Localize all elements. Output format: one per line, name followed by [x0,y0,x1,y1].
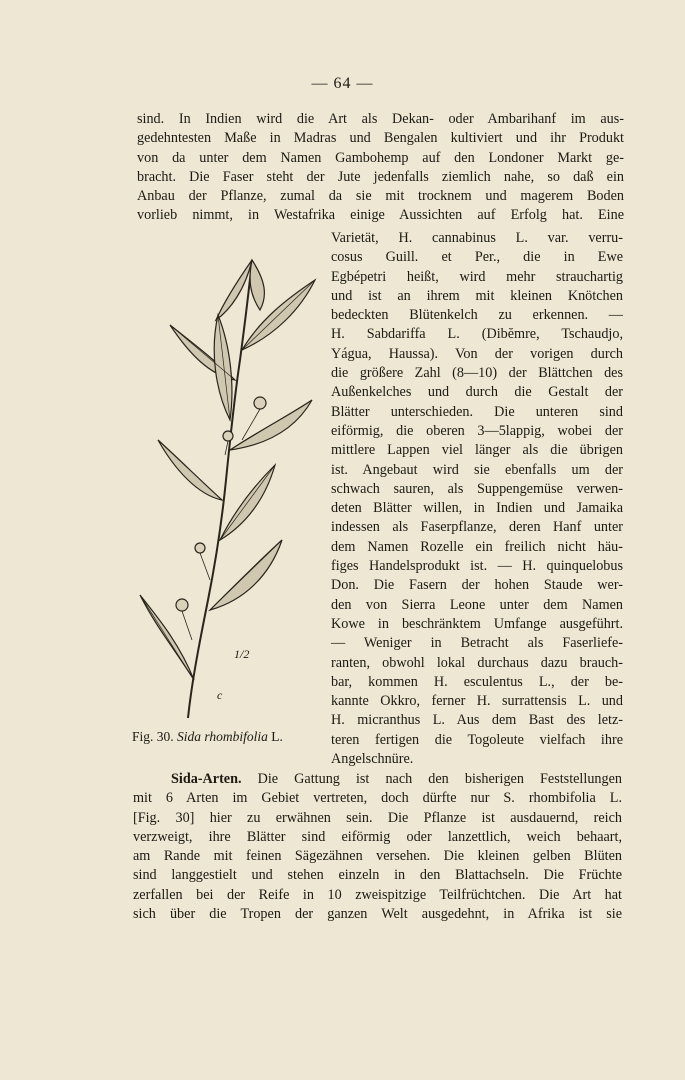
section-head: Sida-Arten. [171,771,242,787]
text-line: die größere Zahl (8—10) der Blättchen des [331,365,623,382]
text-line: eiförmig, die oberen 3—5lappig, wobei der [331,422,623,439]
text-line: kannte Okkro, ferner H. surrattensis L. und [331,693,623,710]
text-line: zerfallen bei der Reife in 10 zweispitzige Teilfrüchtchen. Die Art hat [133,886,622,903]
text-line: [Fig. 30] hier zu erwähnen sein. Die Pflanze ist ausdauernd, reich [133,809,622,826]
text-line: am Rande mit feinen Sägezähnen versehen. Die kleinen gelben Blüten [133,848,622,865]
text-line: bracht. Die Faser steht der Jute jedenfalls ziemlich nahe, so daß ein [137,168,624,185]
figure-number: Fig. 30. [132,729,174,744]
figure-label-c: c [217,688,223,702]
figure-scale-mark: 1/2 [234,647,250,661]
text-line: und ist an ihrem mit kleinen Knötchen [331,287,623,304]
text-line: dem Namen Rozelle ein freilich nicht häu- [331,538,623,555]
text-line: sich über die Tropen der ganzen Welt ausgedehnt, in Afrika ist sie [133,906,622,923]
paragraph-1 [137,110,624,226]
text-line: verzweigt, ihre Blätter sind eiförmig oder lanzettlich, weich behaart, [133,828,622,845]
text-line: Don. Die Fasern der hohen Staude wer- [331,577,623,594]
text-line: teren fertigen die Togoleute vielfach ihre [331,731,623,748]
text-line: cosus Guill. et Per., die in Ewe [331,249,623,266]
text-line: figes Handelsprodukt ist. — H. quinquelobus [331,558,623,575]
text-line: den von Sierra Leone unter dem Namen [331,596,623,613]
figure-species: Sida rhombifolia [177,729,268,744]
text-line: schwach sauren, als Suppengemüse verwen- [331,480,623,497]
text-line: Yágua, Haussa). Von der vorigen durch [331,345,623,362]
text-line: H. Sabdariffa L. (Dibĕmre, Tschaudjo, [331,326,623,343]
text-fragment: Die Gattung ist nach den bisherigen Feststellungen [241,771,622,787]
text-line: — Weniger in Betracht als Faserliefe- [331,635,623,652]
text-line: bar, kommen H. esculentus L., der be- [331,673,623,690]
text-line: H. micranthus L. Aus dem Bast des letz- [331,712,623,729]
plant-illustration [130,240,330,740]
text-line: sind langgestielt und stehen einzeln in den Blattachseln. Die Früchte [133,867,622,884]
text-line: ranten, obwohl lokal durchaus dazu brauch- [331,654,623,671]
text-line: sind. In Indien wird die Art als Dekan- oder Ambarihanf im aus- [137,111,624,127]
text-line: Außenkelches und durch die Gestalt der [331,384,623,401]
text-line: Kowe in beschränktem Umfange ausgeführt. [331,615,623,632]
text-line: indessen als Faserpflanze, deren Hanf unter [331,519,623,536]
text-line: gedehntesten Maße in Madras und Bengalen kultiviert und ihr Produkt [137,130,624,147]
text-line: deten Blätter willen, in Indien und Jamaika [331,500,623,517]
paragraph-3 [133,770,622,924]
text-line: von da unter dem Namen Gambohemp auf den Londoner Markt ge- [137,149,624,166]
text-line: mittlere Lappen viel länger als die übrigen [331,442,623,459]
text-line: Angelschnüre. [331,751,414,768]
figure-author: L. [267,729,283,744]
text-line: bedeckten Blütenkelch zu erkennen. — [331,307,623,324]
text-line: vorlieb nimmt, in Westafrika einige Aussichten auf Erfolg hat. Eine [137,207,624,224]
text-line: ist. Angebaut wird sie ebenfalls um der [331,461,623,478]
figure-caption [132,729,332,745]
text-line: Anbau der Pflanze, zumal da sie mit trocknem und magerem Boden [137,188,624,205]
page-number: — 64 — [311,75,374,92]
text-line: mit 6 Arten im Gebiet vertreten, doch dürfte nur S. rhombifolia L. [133,790,622,807]
text-line [133,770,622,789]
text-line: Egbépetri heißt, wird mehr strauchartig [331,268,623,285]
paragraph-2 [331,229,623,769]
text-line: Blätter unterschieden. Die unteren sind [331,403,623,420]
figure-sida-rhombifolia [130,240,330,740]
text-line: Varietät, H. cannabinus L. var. verru- [331,230,623,246]
